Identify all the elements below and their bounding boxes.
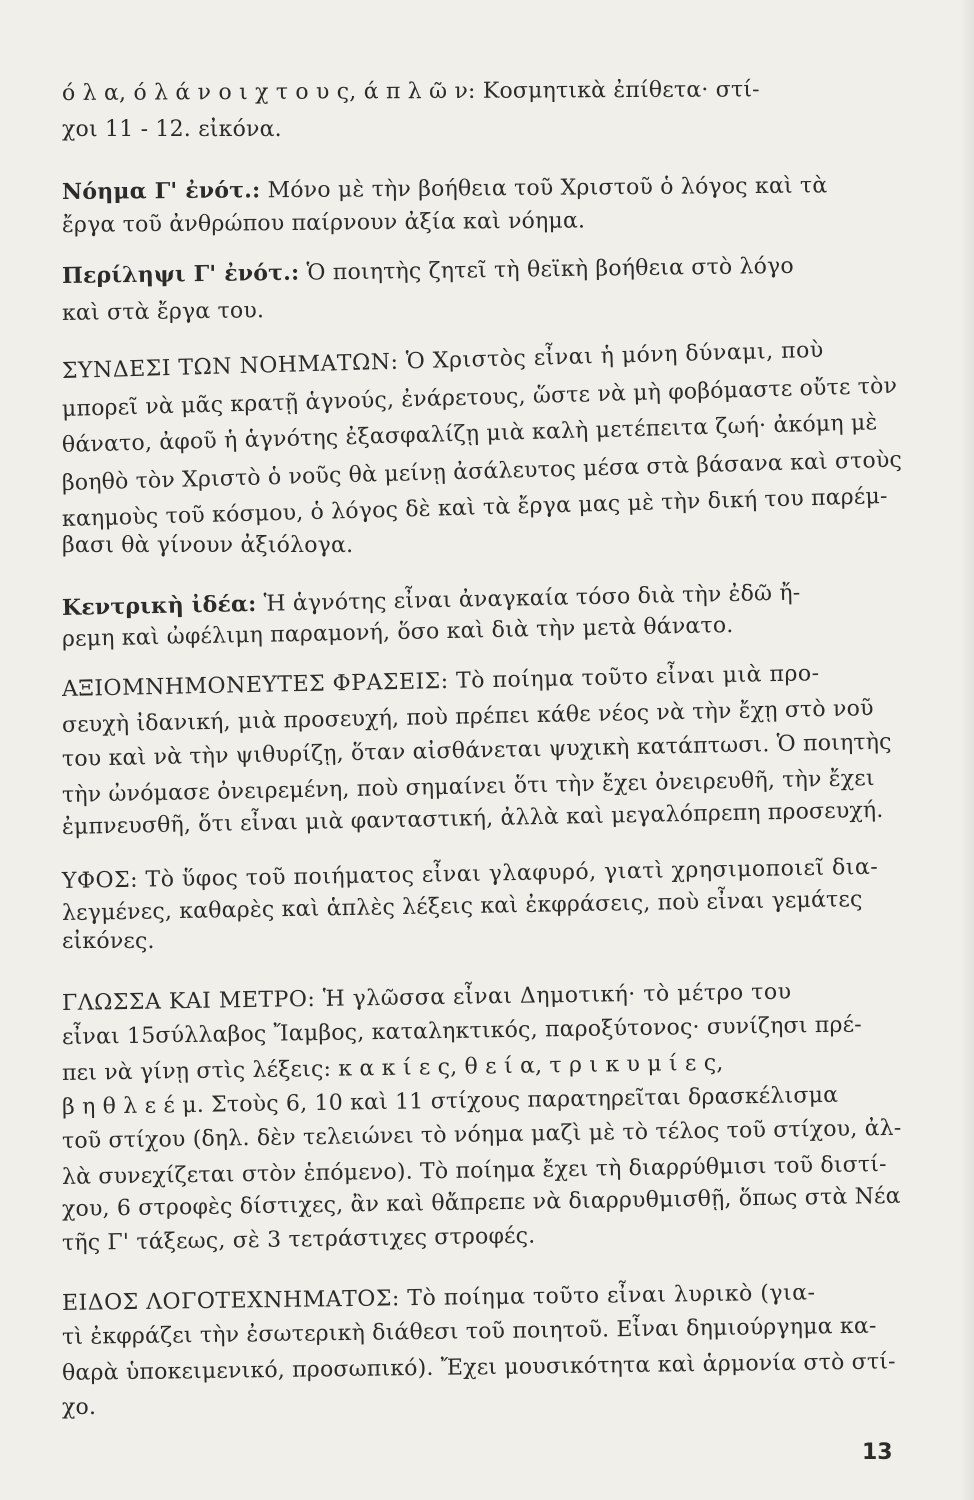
text: τῆς Γ' τάξεως, σὲ 3 τετράστιχες στροφές.: [61, 1223, 536, 1256]
text: ΥΦΟΣ: Τὸ ὕφος τοῦ ποιήματος εἶναι γλαφυρό, γιατὶ χρησιμοποιεῖ δια-: [61, 854, 879, 894]
page-number: 13: [862, 1440, 893, 1465]
text: σευχὴ ἰδανική, μιὰ προσευχή, ποὺ πρέπει κάθε νέος νὰ τὴν ἔχῃ στὸ νοῦ: [61, 696, 874, 738]
text-line: [62, 1115, 902, 1156]
text: λὰ συνεχίζεται στὸν ἑπόμενο). Τὸ ποίημα ἔχει τὴ διαρρύθμισι τοῦ διστί-: [61, 1152, 887, 1190]
text: εἰκόνες.: [62, 929, 155, 954]
section-label: Νόημα Γ' ἐνότ.:: [61, 177, 261, 205]
text: τὴν ὠνόμασε ὀνειρεμένη, ποὺ σημαίνει ὅτι τὴν ἔχει ὀνειρευθῆ, τὴν ἔχει: [61, 765, 875, 808]
text-line: [62, 532, 902, 560]
text-line: [62, 76, 902, 108]
text-line: [62, 1394, 902, 1422]
text: καημοὺς τοῦ κόσμου, ὁ λόγος δὲ καὶ τὰ ἔργα μας μὲ τὴν δική του παρέμ-: [61, 483, 888, 532]
section-label: Περίληψι Γ' ἐνότ.:: [61, 259, 300, 289]
text: Ἡ ἁγνότης εἶναι ἀναγκαία τόσο διὰ τὴν ἐδῶ ἤ-: [256, 580, 801, 617]
text: ΓΛΩΣΣΑ ΚΑΙ ΜΕΤΡΟ: Ἡ γλῶσσα εἶναι Δημοτική· τὸ μέτρο του: [61, 979, 792, 1016]
text: εἶναι 15σύλλαβος Ἴαμβος, καταληκτικός, παροξύτονος· συνίζησι πρέ-: [61, 1012, 863, 1050]
text: ΑΞΙΟΜΝΗΜΟΝΕΥΤΕΣ ΦΡΑΣΕΙΣ: Τὸ ποίημα τοῦτο εἶναι μιὰ προ-: [61, 661, 820, 702]
text: τὶ ἐκφράζει τὴν ἐσωτερικὴ διάθεσι τοῦ ποιητοῦ. Εἶναι δημιούργημα κα-: [61, 1313, 877, 1350]
text: θάνατο, ἀφοῦ ἡ ἁγνότης ἐξασφαλίζῃ μιὰ καλὴ μετέπειτα ζωή· ἀκόμη μὲ: [61, 410, 878, 458]
text: χο.: [62, 1395, 97, 1420]
text-line: [62, 205, 902, 240]
text: του καὶ νὰ τὴν ψιθυρίζῃ, ὅταν αἰσθάνεται ψυχικὴ κατάπτωσι. Ὁ ποιητὴς: [61, 729, 892, 772]
text-line: [62, 928, 902, 956]
text: β η θ λ ε έ μ. Στοὺς 6, 10 καὶ 11 στίχους παρατηρεῖται δρασκέλισμα: [61, 1082, 839, 1120]
text-line: [62, 288, 902, 328]
page-edge-shadow: [960, 0, 974, 1500]
text: λεγμένες, καθαρὲς καὶ ἁπλὲς λέξεις καὶ ἐκφράσεις, ποὺ εἶναι γεμάτες: [61, 887, 863, 926]
text: ΕΙΔΟΣ ΛΟΓΟΤΕΧΝΗΜΑΤΟΣ: Τὸ ποίημα τοῦτο εἶναι λυρικὸ (για-: [61, 1280, 816, 1316]
text: χου, 6 στροφὲς δίστιχες, ἂν καὶ θἄπρεπε νὰ διαρρυθμισθῇ, ὅπως στὰ Νέα: [61, 1183, 901, 1222]
text: ό λ α, ό λ ά ν ο ι χ τ ο υ ς, ά π λ ῶ ν: Κοσμητικὰ ἐπίθετα· στί-: [61, 77, 760, 106]
text-line: [62, 1278, 902, 1318]
text: θαρὰ ὑποκειμενικό, προσωπικό). Ἔχει μουσικότητα καὶ ἁρμονία στὸ στί-: [61, 1349, 896, 1386]
text: Ὁ ποιητὴς ζητεῖ τὴ θεϊκὴ βοήθεια στὸ λόγο: [299, 253, 795, 286]
text-line: [62, 250, 902, 291]
section-label: Κεντρικὴ ἰδέα:: [61, 590, 257, 621]
text: ΣΥΝΔΕΣΙ ΤΩΝ ΝΟΗΜΑΤΩΝ: Ὁ Χριστὸς εἶναι ἡ μόνη δύναμι, ποὺ: [61, 337, 825, 384]
text: πει νὰ γίνῃ στὶς λέξεις: κ α κ ί ε ς, θ ε ί α, τ ρ ι κ υ μ ί ε ς,: [61, 1050, 724, 1086]
text-line: [62, 171, 902, 207]
text: ἔργα τοῦ ἀνθρώπου παίρνουν ἀξία καὶ νόημα.: [61, 208, 586, 238]
text: χοι 11 - 12. εἰκόνα.: [62, 117, 282, 142]
text: ἐμπνευσθῆ, ὅτι εἶναι μιὰ φανταστική, ἀλλὰ καὶ μεγαλόπρεπη προσευχή.: [61, 797, 884, 840]
text-line: [62, 1348, 902, 1388]
text: τοῦ στίχου (δηλ. δὲν τελειώνει τὸ νόημα μαζὶ μὲ τὸ τέλος τοῦ στίχου, ἀλ-: [61, 1115, 902, 1154]
text: ρεμη καὶ ὠφέλιμη παραμονή, ὅσο καὶ διὰ τὴν μετὰ θάνατο.: [61, 612, 734, 652]
text-line: [62, 116, 902, 144]
text-line: [62, 1011, 902, 1052]
text: βοηθὸ τὸν Χριστὸ ὁ νοῦς θὰ μείνῃ ἀσάλευτος μέσα στὰ βάσανα καὶ στοὺς: [61, 447, 903, 496]
text: Μόνο μὲ τὴν βοήθεια τοῦ Χριστοῦ ὁ λόγος καὶ τὰ: [260, 173, 828, 204]
text: βασι θὰ γίνουν ἀξιόλογα.: [62, 533, 354, 558]
text: καὶ στὰ ἔργα του.: [61, 298, 265, 326]
text: μπορεῖ νὰ μᾶς κρατῇ ἁγνούς, ἐνάρετους, ὥστε νὰ μὴ φοβόμαστε οὔτε τὸν: [61, 373, 898, 422]
text-line: [62, 1217, 902, 1258]
text-line: [62, 1312, 902, 1352]
